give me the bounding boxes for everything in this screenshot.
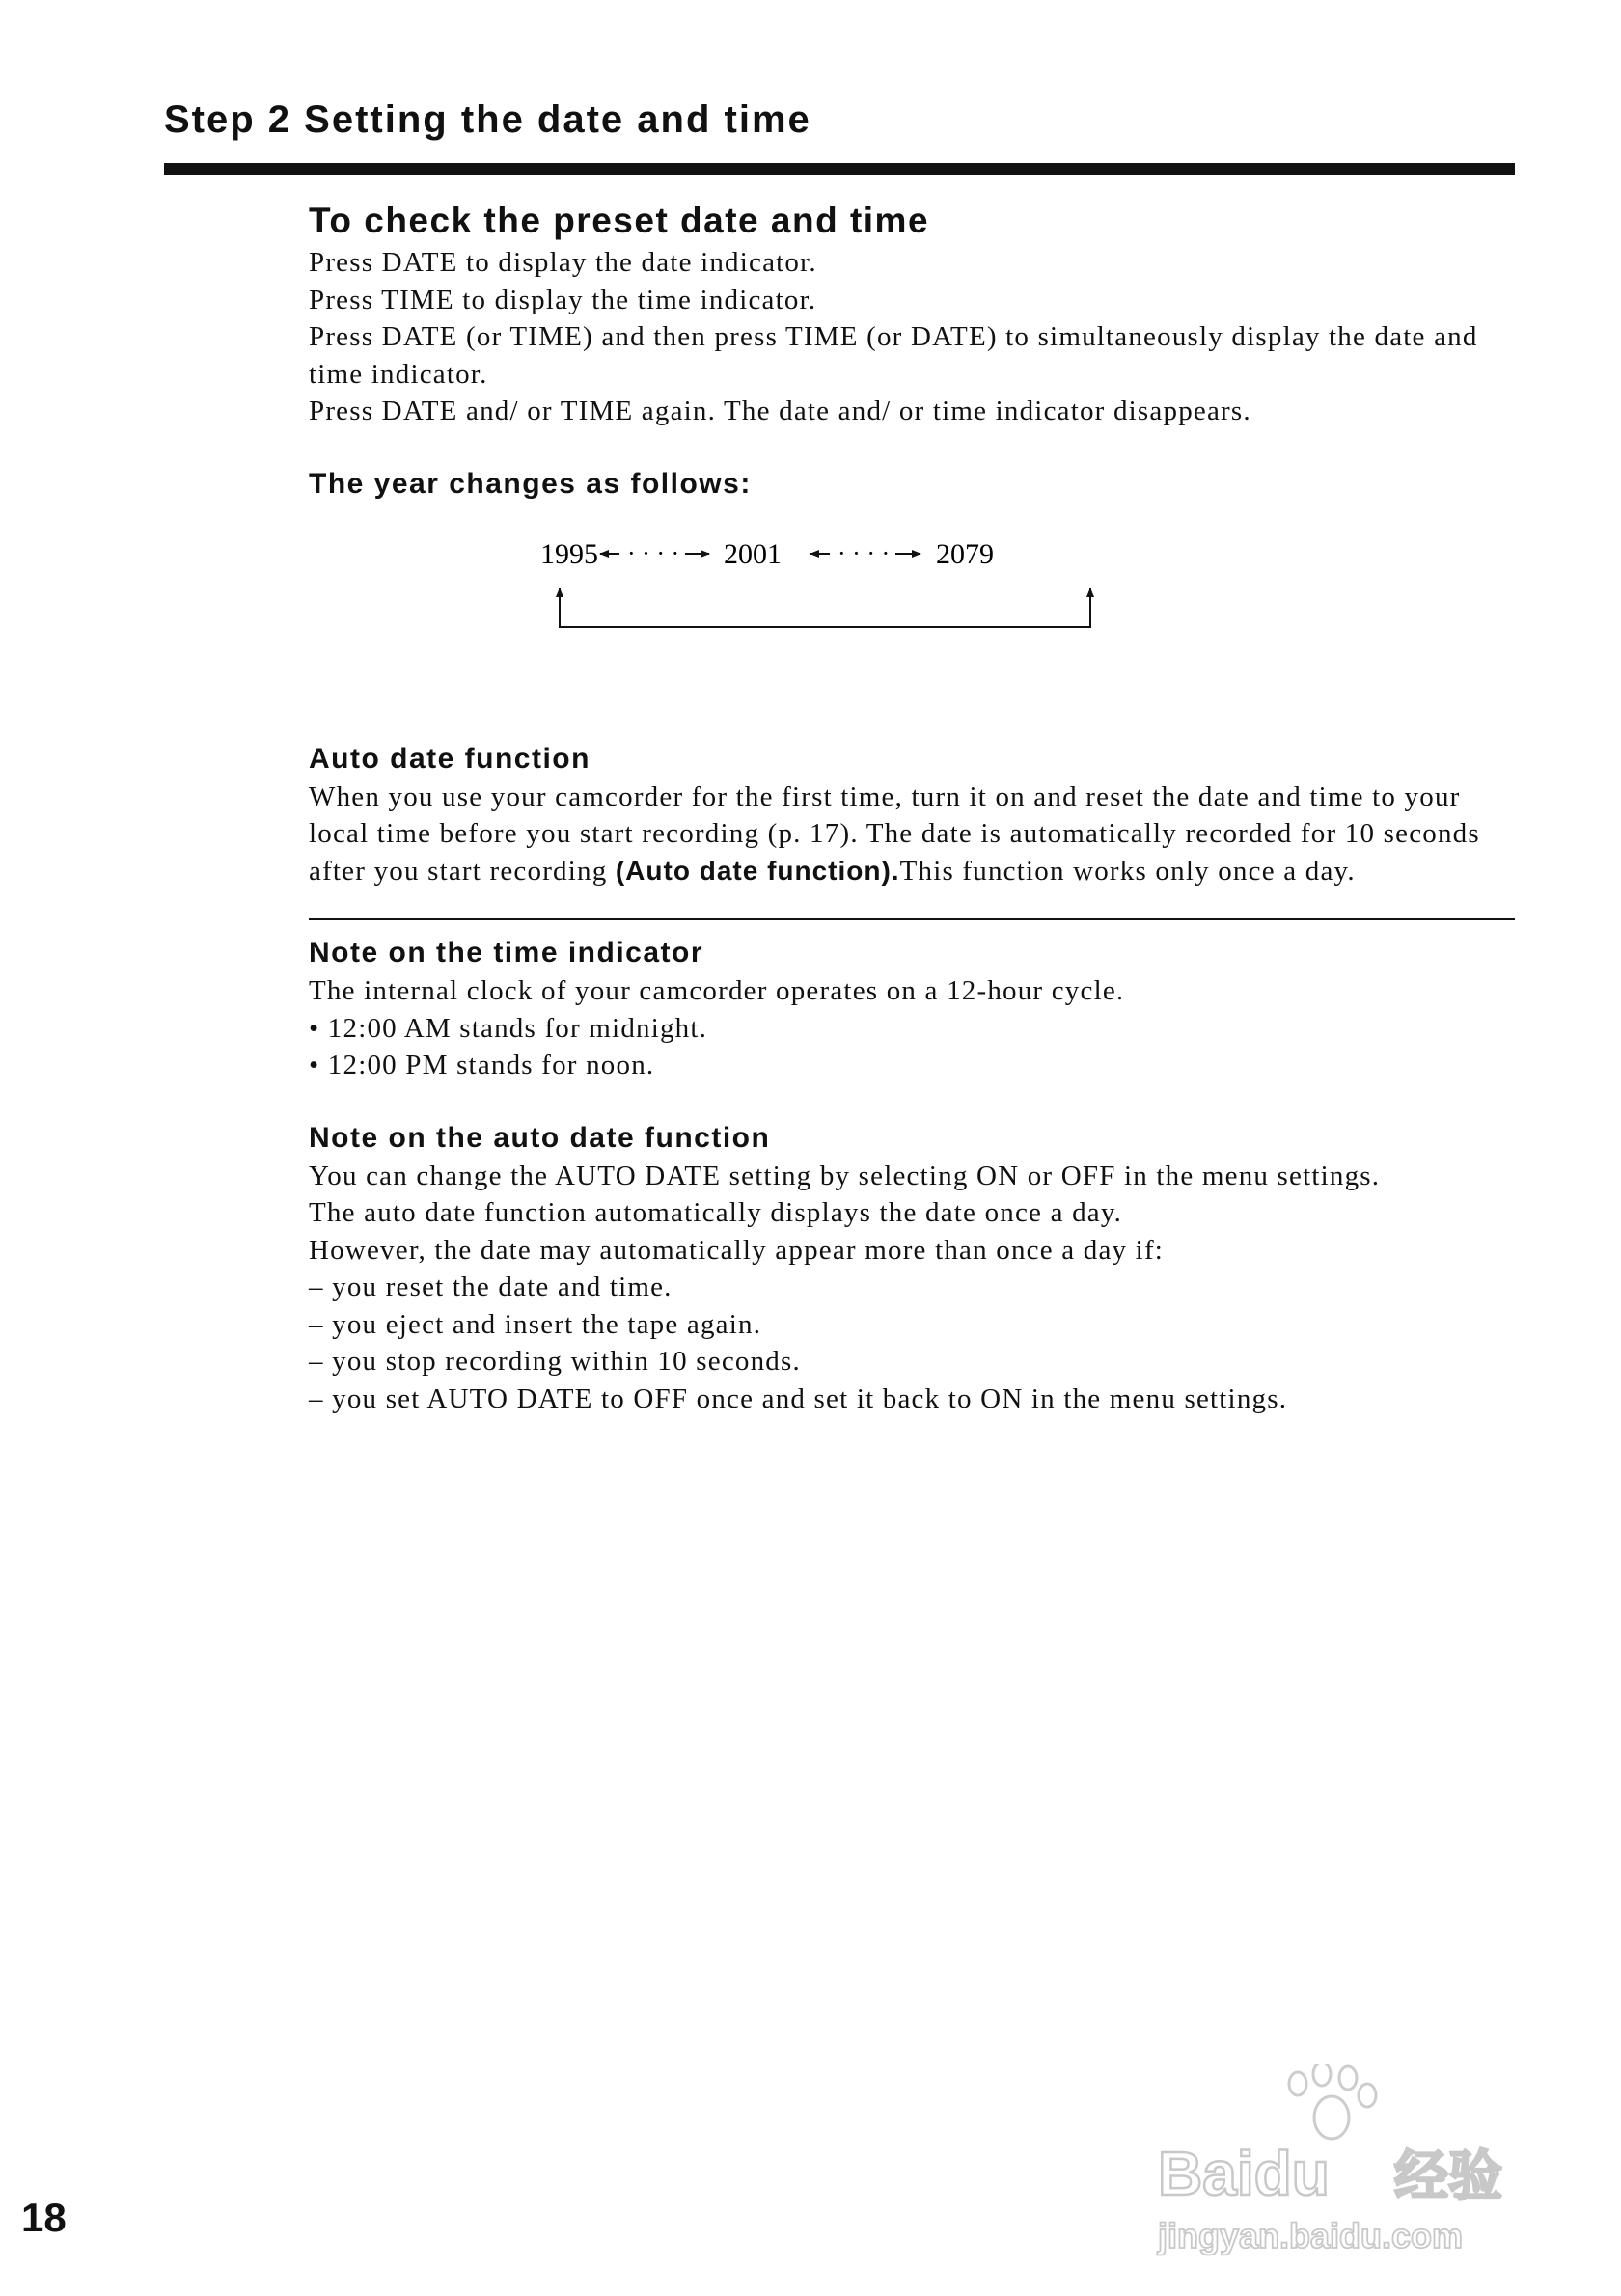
year-cycle-diagram [531,533,1148,643]
page-number: 18 [21,2195,67,2240]
page-title: Step 2 Setting the date and time [164,98,811,141]
check-line-3: Press DATE (or TIME) and then press TIME (or DATE) to simultaneously display the date and time indicator. [309,321,1478,390]
note-auto-line-2: The auto date function automatically displays the date once a day. [309,1197,1123,1228]
watermark-brand-cn: 经验 [1394,2146,1502,2208]
check-line-1: Press DATE to display the date indicator. [309,247,817,278]
note-auto-line-6: – you stop recording within 10 seconds. [309,1346,801,1377]
year-1995: 1995 [540,537,598,570]
paw-toe-icon [1339,2066,1357,2090]
year-2001: 2001 [724,537,782,570]
watermark-brand: Baidu [1158,2139,1330,2208]
watermark-url: jingyan.baidu.com [1158,2216,1464,2255]
paw-toe-icon [1289,2072,1306,2095]
note-auto-heading: Note on the auto date function [309,1121,771,1154]
auto-date-text-after: This function works only once a day. [899,855,1356,887]
check-line-2: Press TIME to display the time indicator. [309,284,817,315]
check-line-4: Press DATE and/ or TIME again. The date and/ or time indicator disappears. [309,396,1251,426]
auto-date-text: When you use your camcorder for the first time, turn it on and reset the date and time to your local time before you start recording (p. 17). The date is automatically recorded for 10 seconds after you start recording [309,780,1480,887]
note-auto-line-3: However, the date may automatically appear more than once a day if: [309,1234,1165,1266]
note-time-heading: Note on the time indicator [309,937,704,969]
dots-1: · · · · [627,538,680,567]
content [309,198,1515,1417]
paw-toe-icon [1313,2064,1331,2086]
title-rule [164,163,1515,175]
auto-date-paragraph [309,779,1515,890]
auto-date-bold: (Auto date function). [615,855,900,886]
paw-toe-icon [1359,2084,1376,2107]
year-heading: The year changes as follows: [309,467,752,500]
note-auto-line-5: – you eject and insert the tape again. [309,1308,762,1340]
paw-pad-icon [1314,2096,1349,2139]
section-divider [309,918,1515,920]
check-heading: To check the preset date and time [309,201,930,240]
baidu-watermark-logo [1153,2064,1539,2257]
note-auto-line-7: – you set AUTO DATE to OFF once and set it back to ON in the menu settings. [309,1382,1288,1414]
dots-2: · · · · [838,538,891,567]
note-time-line-3: • 12:00 PM stands for noon. [309,1050,655,1080]
year-2079: 2079 [936,537,994,570]
wrap-around-arrow-icon [560,604,1090,627]
auto-date-heading: Auto date function [309,742,591,775]
note-auto-line-4: – you reset the date and time. [309,1271,673,1302]
note-time-line-2: • 12:00 AM stands for midnight. [309,1012,708,1044]
note-auto-line-1: You can change the AUTO DATE setting by selecting ON or OFF in the menu settings. [309,1160,1381,1191]
note-time-line-1: The internal clock of your camcorder operates on a 12-hour cycle. [309,975,1125,1006]
